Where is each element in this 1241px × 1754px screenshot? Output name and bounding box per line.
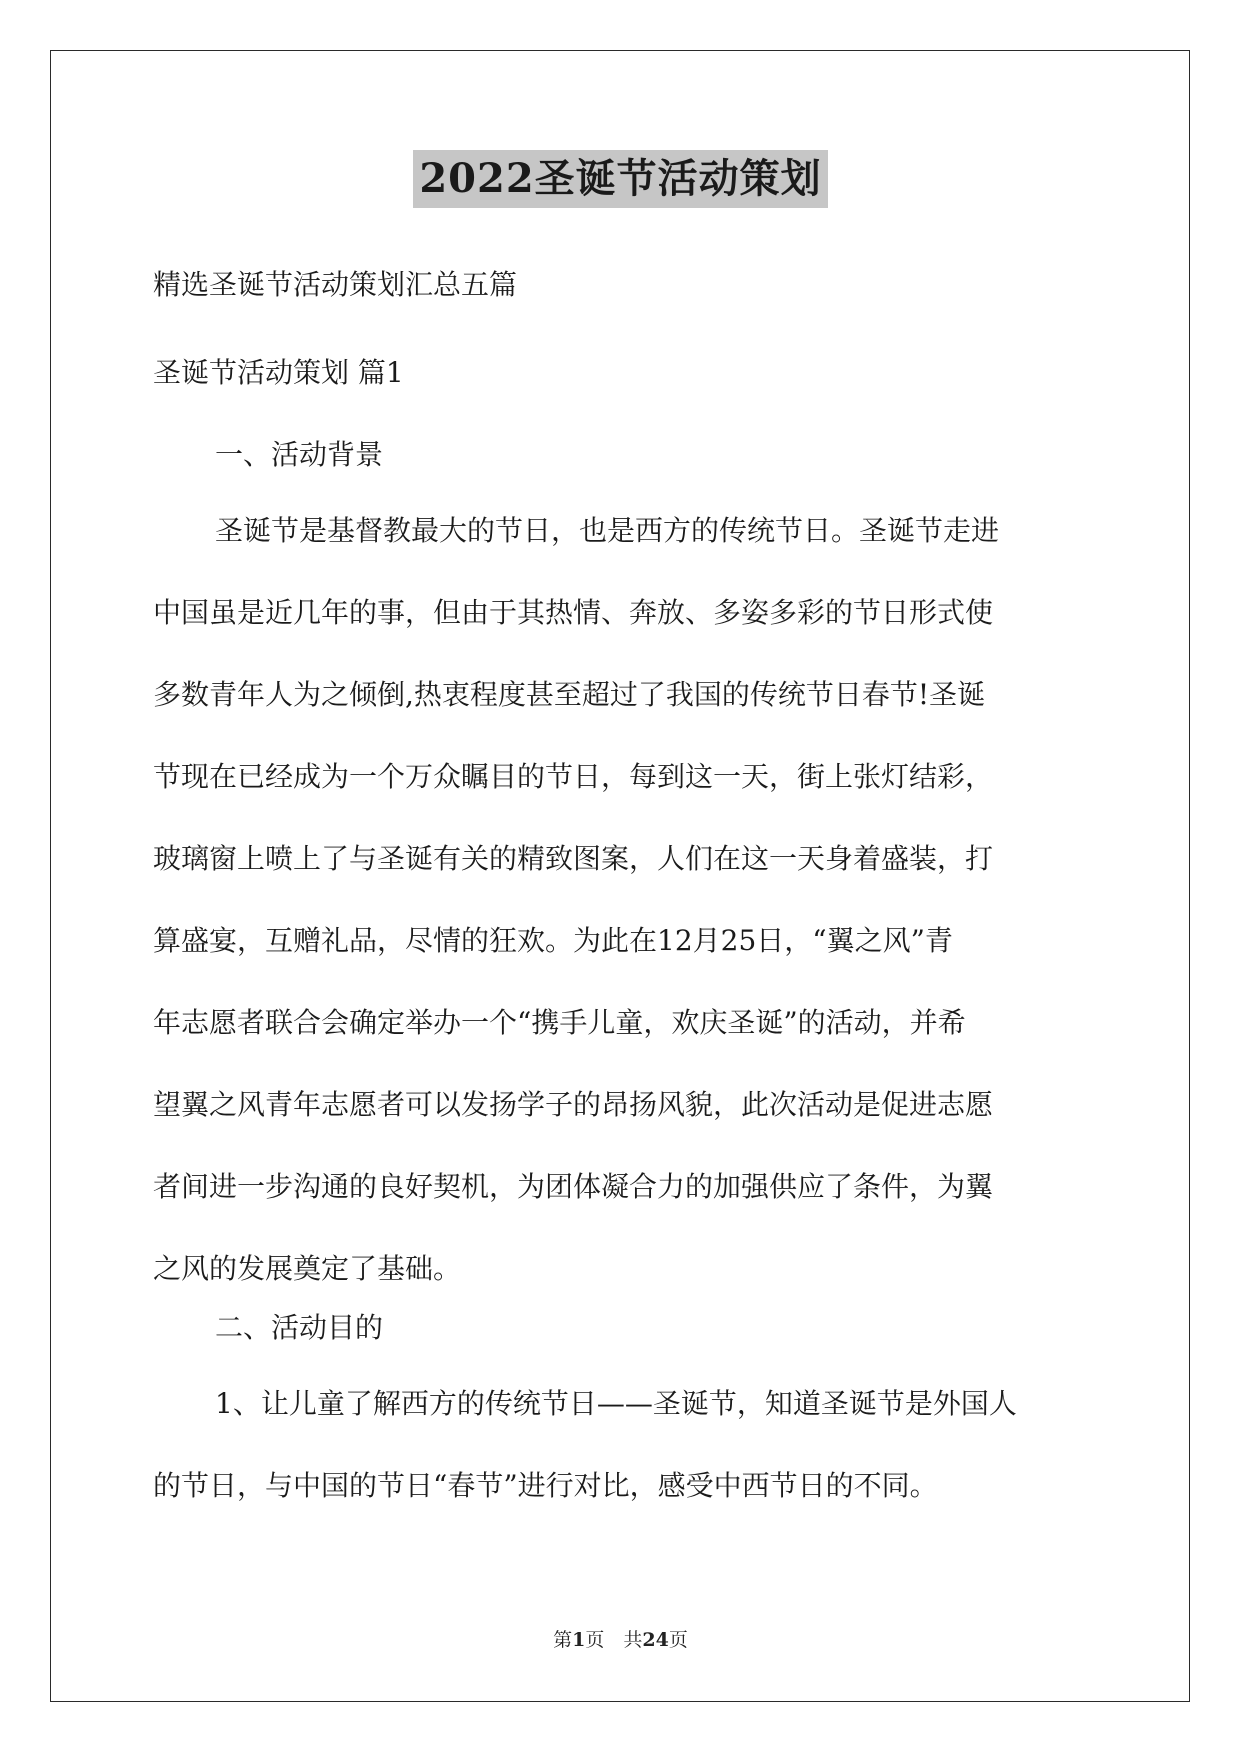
section-title: 圣诞节活动策划 篇1 <box>153 356 404 389</box>
paragraph-line: 算盛宴，互赠礼品，尽情的狂欢。为此在12月25日，“翼之风”青 <box>153 924 953 957</box>
paragraph-background <box>153 490 1088 1310</box>
paragraph-line: 年志愿者联合会确定举办一个“携手儿童，欢庆圣诞”的活动，并希 <box>153 1006 966 1039</box>
paragraph-line: 1、让儿童了解西方的传统节日——圣诞节，知道圣诞节是外国人 <box>215 1387 1017 1420</box>
paragraph-line: 望翼之风青年志愿者可以发扬学子的昂扬风貌，此次活动是促进志愿 <box>153 1088 994 1121</box>
paragraph-line: 之风的发展奠定了基础。 <box>153 1252 462 1285</box>
document-title: 2022圣诞节活动策划 <box>413 150 827 208</box>
paragraph-line: 的节日，与中国的节日“春节”进行对比，感受中西节日的不同。 <box>153 1469 938 1502</box>
paragraph-line: 多数青年人为之倾倒,热衷程度甚至超过了我国的传统节日春节!圣诞 <box>153 678 986 711</box>
document-subtitle: 精选圣诞节活动策划汇总五篇 <box>153 268 518 301</box>
paragraph-purpose <box>153 1363 1088 1527</box>
footer-page-prefix: 第 <box>553 1629 573 1651</box>
paragraph-line: 节现在已经成为一个万众瞩目的节日，每到这一天，街上张灯结彩， <box>153 760 994 793</box>
paragraph-line: 圣诞节是基督教最大的节日，也是西方的传统节日。圣诞节走进 <box>215 514 1000 547</box>
footer-page-suffix: 页 <box>668 1629 688 1651</box>
footer-page-total: 24 <box>642 1629 669 1651</box>
paragraph-line: 中国虽是近几年的事，但由于其热情、奔放、多姿多彩的节日形式使 <box>153 596 994 629</box>
title-container <box>0 150 1241 208</box>
page-footer <box>0 1628 1241 1652</box>
heading-background: 一、活动背景 <box>215 438 384 471</box>
paragraph-line: 者间进一步沟通的良好契机，为团体凝合力的加强供应了条件，为翼 <box>153 1170 994 1203</box>
heading-purpose: 二、活动目的 <box>215 1311 384 1344</box>
footer-page-mid: 页 共 <box>585 1629 643 1651</box>
paragraph-line: 玻璃窗上喷上了与圣诞有关的精致图案，人们在这一天身着盛装，打 <box>153 842 994 875</box>
footer-page-number: 1 <box>572 1629 586 1651</box>
